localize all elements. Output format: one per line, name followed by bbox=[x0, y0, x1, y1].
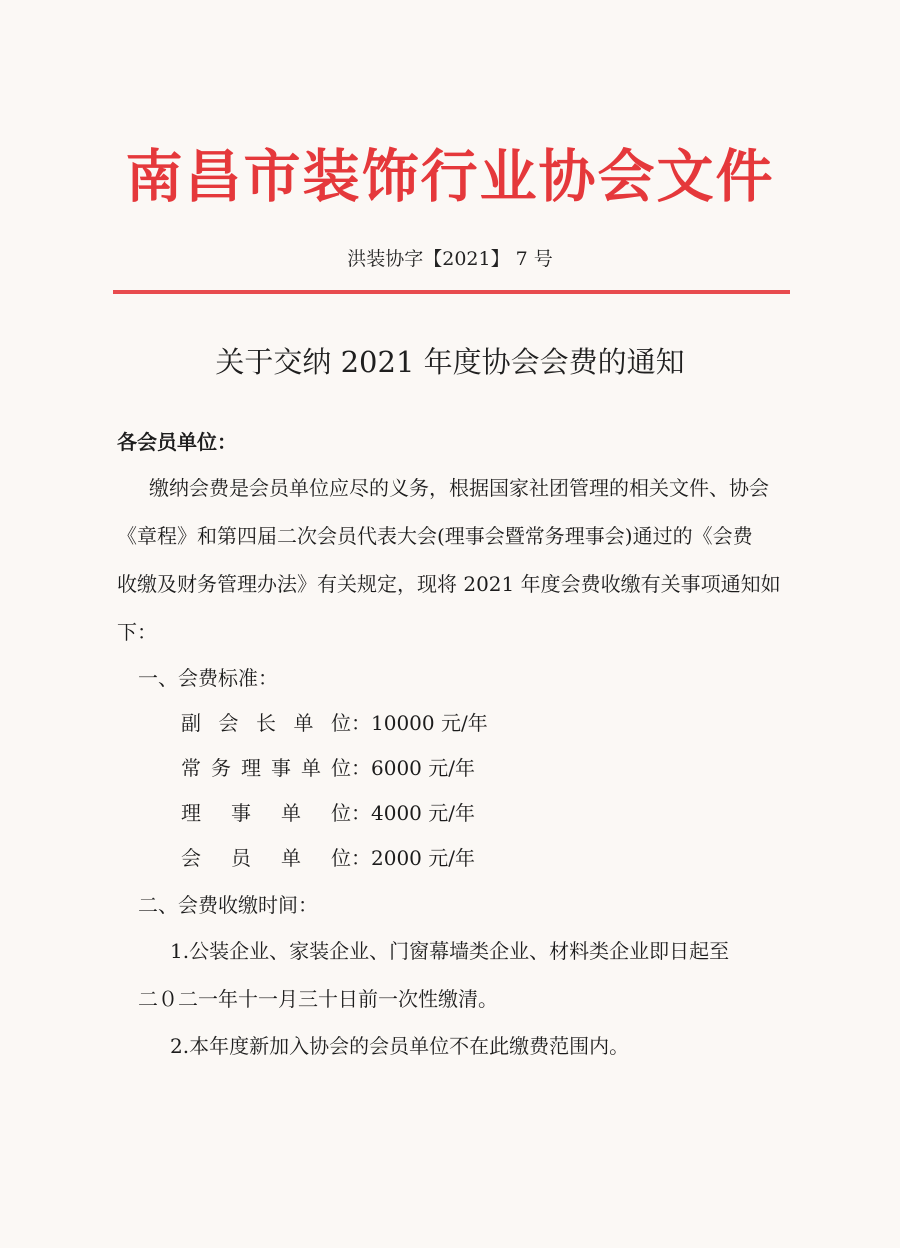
section-two-heading: 二、会费收缴时间： bbox=[138, 893, 318, 917]
fee-label: 副会长单位 bbox=[181, 711, 351, 735]
section-two-item-2: 2.本年度新加入协会的会员单位不在此缴费范围内。 bbox=[170, 1034, 630, 1058]
notice-title: 关于交纳 2021 年度协会会费的通知 bbox=[215, 345, 685, 379]
salutation: 各会员单位： bbox=[117, 430, 237, 454]
fee-amount: 10000 元/年 bbox=[371, 711, 488, 735]
fee-amount: 2000 元/年 bbox=[371, 846, 475, 870]
intro-line-2: 《章程》和第四届二次会员代表大会(理事会暨常务理事会)通过的《会费 bbox=[117, 524, 753, 548]
section-two-item-1-line-2: 二０二一年十一月三十日前一次性缴清。 bbox=[138, 987, 498, 1011]
header-divider bbox=[113, 290, 790, 294]
fee-label: 会员单位 bbox=[181, 846, 351, 870]
intro-line-1: 缴纳会费是会员单位应尽的义务，根据国家社团管理的相关文件、协会 bbox=[149, 476, 769, 500]
section-one-heading: 一、会费标准： bbox=[138, 666, 278, 690]
document-number: 洪装协字【2021】 7 号 bbox=[347, 248, 553, 270]
fee-amount: 6000 元/年 bbox=[371, 756, 475, 780]
fee-row-vice-president bbox=[181, 707, 488, 739]
intro-line-3: 收缴及财务管理办法》有关规定，现将 2021 年度会费收缴有关事项通知如 bbox=[117, 572, 781, 596]
fee-colon: ： bbox=[351, 711, 371, 735]
fee-row-member bbox=[181, 842, 475, 874]
fee-row-director bbox=[181, 797, 475, 829]
section-two-item-1-line-1: 1.公装企业、家装企业、门窗幕墙类企业、材料类企业即日起至 bbox=[170, 939, 730, 963]
fee-colon: ： bbox=[351, 801, 371, 825]
fee-amount: 4000 元/年 bbox=[371, 801, 475, 825]
fee-colon: ： bbox=[351, 846, 371, 870]
org-header-title: 南昌市装饰行业协会文件 bbox=[125, 144, 775, 210]
fee-row-executive-director bbox=[181, 752, 475, 784]
fee-colon: ： bbox=[351, 756, 371, 780]
fee-label: 常务理事单位 bbox=[181, 756, 351, 780]
intro-line-4: 下： bbox=[117, 620, 157, 644]
fee-label: 理事单位 bbox=[181, 801, 351, 825]
